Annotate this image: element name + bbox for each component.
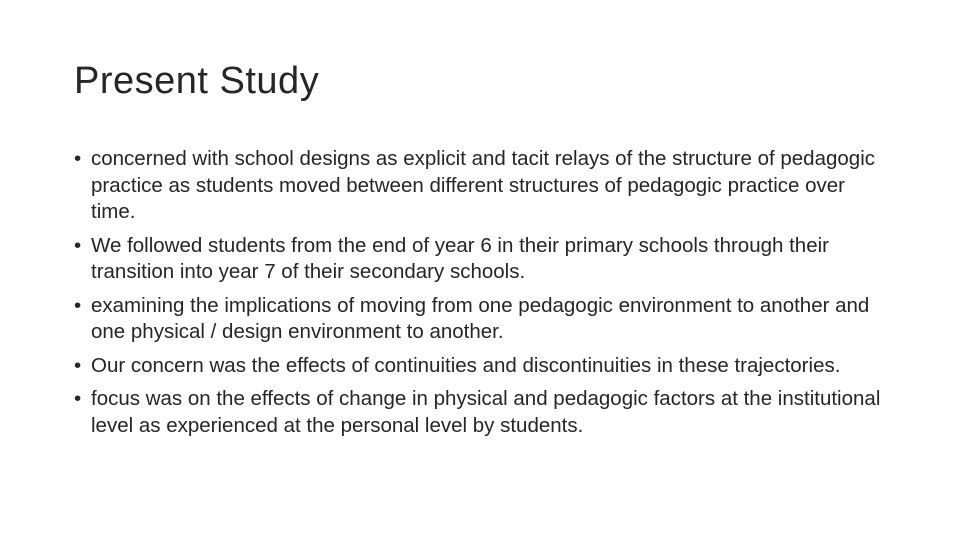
bullet-list	[74, 146, 894, 446]
bullet-dot-icon: •	[74, 387, 82, 410]
bullet-dot-icon: •	[74, 147, 82, 170]
bullet-text: We followed students from the end of year 6 in their primary schools through their transition into year 7 of their secondary schools.	[91, 233, 829, 283]
bullet-dot-icon: •	[74, 353, 82, 377]
bullet-item	[74, 233, 894, 286]
bullet-text: concerned with school designs as explicit and tacit relays of the structure of pedagogic practice as students moved between different structures of pedagogic practice over time.	[91, 147, 875, 223]
bullet-text: examining the implications of moving from one pedagogic environment to another and one physical / design environment to another.	[91, 293, 870, 343]
bullet-text: focus was on the effects of change in physical and pedagogic factors at the institutional level as experienced at the personal level by students.	[91, 387, 881, 437]
bullet-item	[74, 146, 894, 226]
bullet-dot-icon: •	[74, 293, 82, 317]
bullet-text: Our concern was the effects of continuities and discontinuities in these trajectories.	[91, 353, 841, 377]
bullet-item	[74, 353, 894, 380]
bullet-dot-icon: •	[74, 233, 82, 257]
bullet-item	[74, 386, 894, 439]
slide-title: Present Study	[74, 60, 320, 102]
bullet-item	[74, 293, 894, 346]
